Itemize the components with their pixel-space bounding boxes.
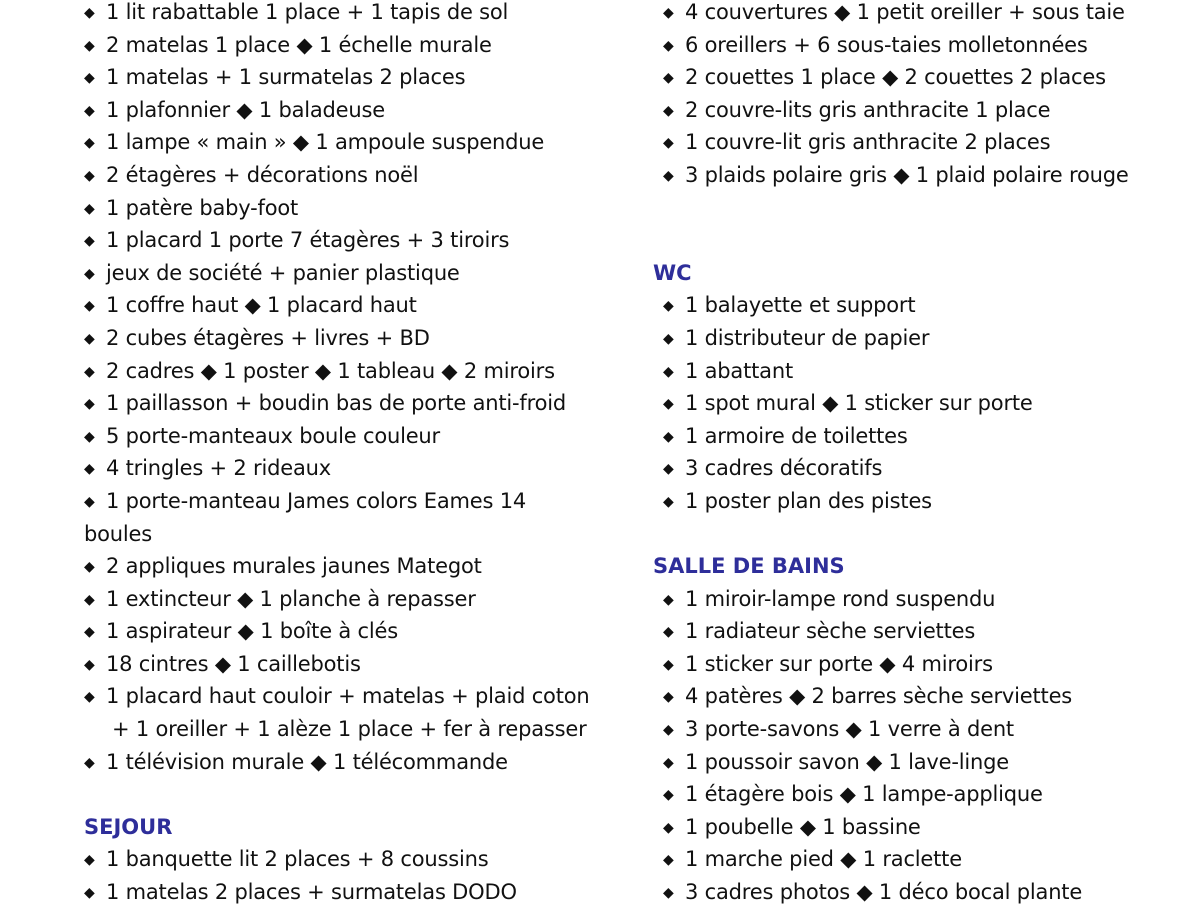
list-item: ◆ 2 appliques murales jaunes Mategot [84,550,624,583]
bullet-icon: ◆ [84,591,95,608]
list-item-text: 2 couvre-lits gris anthracite 1 place [685,97,1051,122]
list-item-continuation: + 1 oreiller + 1 alèze 1 place + fer à repasser [112,717,587,742]
list-item [84,289,624,322]
list-item-text: 2 étagères + décorations noël [106,162,419,187]
bullet-icon: ◆ [84,689,95,706]
list-item [84,843,624,876]
bullet-icon: ◆ [663,461,674,478]
spacer [84,778,624,811]
list-item [84,746,624,779]
left-item-list-3 [84,746,624,779]
list-item-continuation: boules [84,521,152,546]
list-item [84,224,624,257]
list-item-text: 5 porte-manteaux boule couleur [106,423,440,448]
bullet-icon: ◆ [84,37,95,54]
list-item [84,159,624,192]
left-column [84,0,624,909]
section-heading-salle-de-bains: SALLE DE BAINS [653,554,845,579]
list-item-text: 1 sticker sur porte ◆ 4 miroirs [685,651,993,676]
bullet-icon: ◆ [663,819,674,836]
list-item-text: 2 cubes étagères + livres + BD [106,325,430,350]
list-item-text: 1 poussoir savon ◆ 1 lave-linge [685,749,1009,774]
list-item-text: 1 distributeur de papier [685,325,930,350]
list-item-text: 1 coffre haut ◆ 1 placard haut [106,293,417,318]
bullet-icon: ◆ [84,885,95,902]
list-item-text: 1 poubelle ◆ 1 bassine [685,814,921,839]
list-item [653,159,1193,192]
list-item [653,713,1193,746]
list-item-text: 1 marche pied ◆ 1 raclette [685,847,962,872]
list-item [653,322,1193,355]
list-item-text: 4 tringles + 2 rideaux [106,456,331,481]
list-item [653,680,1193,713]
left-item-list-2 [84,583,624,713]
bullet-icon: ◆ [84,5,95,21]
bullet-icon: ◆ [84,102,95,119]
list-item [653,61,1193,94]
list-item [84,94,624,127]
right-item-list [653,0,1193,192]
bullet-icon: ◆ [663,689,674,706]
list-item-text: 4 couvertures ◆ 1 petit oreiller + sous taie [685,0,1125,24]
salle-de-bains-item-list [653,583,1193,909]
list-item [653,843,1193,876]
list-item [84,0,624,29]
list-item-text: 1 spot mural ◆ 1 sticker sur porte [685,391,1033,416]
list-item [653,583,1193,616]
section-heading-sejour: SEJOUR [84,814,173,839]
list-item [653,289,1193,322]
list-item [84,126,624,159]
list-item-text: 2 cadres ◆ 1 poster ◆ 1 tableau ◆ 2 miroirs [106,358,555,383]
bullet-icon: ◆ [663,167,674,184]
list-item [84,192,624,225]
list-item-text: 18 cintres ◆ 1 caillebotis [106,651,361,676]
bullet-icon: ◆ [84,70,95,87]
list-item-text: 1 placard haut couloir + matelas + plaid coton [106,684,590,709]
list-item [84,420,624,453]
bullet-icon: ◆ [663,396,674,413]
bullet-icon: ◆ [84,200,95,217]
list-item-text: 1 placard 1 porte 7 étagères + 3 tiroirs [106,228,510,253]
list-item-text: 1 extincteur ◆ 1 planche à repasser [106,586,476,611]
list-item-text: 1 aspirateur ◆ 1 boîte à clés [106,619,398,644]
list-item-text: 1 lit rabattable 1 place + 1 tapis de sol [106,0,509,24]
bullet-icon: ◆ [84,265,95,282]
list-item [84,680,624,713]
list-item-text: 1 matelas + 1 surmatelas 2 places [106,65,466,90]
list-item-text: 1 banquette lit 2 places + 8 coussins [106,847,489,872]
bullet-icon: ◆ [84,656,95,673]
bullet-icon: ◆ [84,330,95,347]
list-item-text: 1 étagère bois ◆ 1 lampe-applique [685,782,1043,807]
bullet-icon: ◆ [663,493,674,510]
wc-item-list [653,289,1193,517]
bullet-icon: ◆ [84,396,95,413]
list-item-text: 3 porte-savons ◆ 1 verre à dent [685,717,1014,742]
list-item [653,29,1193,62]
list-item [84,876,624,909]
left-item-list [84,0,624,518]
list-item-text: 3 cadres décoratifs [685,456,883,481]
list-item-text: 1 lampe « main » ◆ 1 ampoule suspendue [106,130,545,155]
bullet-icon: ◆ [663,624,674,641]
bullet-icon: ◆ [663,135,674,152]
list-item-text: 1 poster plan des pistes [685,488,932,513]
bullet-icon: ◆ [663,591,674,608]
bullet-icon: ◆ [84,298,95,315]
list-item [653,126,1193,159]
bullet-icon: ◆ [663,852,674,869]
right-column [653,0,1193,909]
list-item [653,0,1193,29]
list-item [84,452,624,485]
list-item-text: 1 radiateur sèche serviettes [685,619,976,644]
bullet-icon: ◆ [663,5,674,21]
list-item [84,583,624,616]
bullet-icon: ◆ [663,37,674,54]
bullet-icon: ◆ [663,298,674,315]
list-item [84,485,624,518]
list-item [653,876,1193,909]
bullet-icon: ◆ [663,428,674,445]
bullet-icon: ◆ [663,70,674,87]
bullet-icon: ◆ [84,493,95,510]
bullet-icon: ◆ [663,330,674,347]
bullet-icon: ◆ [84,559,95,576]
list-item [653,615,1193,648]
list-item [84,387,624,420]
list-item-text: 1 balayette et support [685,293,916,318]
list-item-text: 1 abattant [685,358,793,383]
list-item-text: 1 patère baby-foot [106,195,299,220]
bullet-icon: ◆ [84,461,95,478]
list-item [84,322,624,355]
bullet-icon: ◆ [663,656,674,673]
spacer [653,192,1193,257]
list-item-text: 1 plafonnier ◆ 1 baladeuse [106,97,385,122]
bullet-icon: ◆ [663,754,674,771]
bullet-icon: ◆ [84,754,95,771]
bullet-icon: ◆ [84,852,95,869]
bullet-icon: ◆ [663,102,674,119]
list-item-text: 4 patères ◆ 2 barres sèche serviettes [685,684,1073,709]
bullet-icon: ◆ [663,363,674,380]
list-item [84,648,624,681]
list-item [653,746,1193,779]
bullet-icon: ◆ [663,722,674,739]
bullet-icon: ◆ [84,135,95,152]
list-item [653,811,1193,844]
list-item-text: 3 cadres photos ◆ 1 déco bocal plante [685,880,1083,905]
list-item [653,452,1193,485]
list-item [84,257,624,290]
bullet-icon: ◆ [84,167,95,184]
list-item [653,355,1193,388]
list-item [84,355,624,388]
list-item-text: 6 oreillers + 6 sous-taies molletonnées [685,32,1088,57]
list-item [653,420,1193,453]
bullet-icon: ◆ [663,885,674,902]
list-item-text: jeux de société + panier plastique [106,260,460,285]
list-item [653,387,1193,420]
bullet-icon: ◆ [84,363,95,380]
bullet-icon: ◆ [84,233,95,250]
list-item [653,94,1193,127]
list-item [653,485,1193,518]
list-item-text: 1 couvre-lit gris anthracite 2 places [685,130,1051,155]
list-item [84,615,624,648]
bullet-icon: ◆ [84,428,95,445]
list-item [84,29,624,62]
list-item-text: 2 matelas 1 place ◆ 1 échelle murale [106,32,492,57]
bullet-icon: ◆ [663,787,674,804]
list-item [653,778,1193,811]
list-item-text: 1 porte-manteau James colors Eames 14 [106,488,527,513]
list-item-text: 2 couettes 1 place ◆ 2 couettes 2 places [685,65,1106,90]
list-item-text: 1 télévision murale ◆ 1 télécommande [106,749,508,774]
spacer [653,518,1193,551]
section-heading-wc: WC [653,260,692,285]
list-item [653,648,1193,681]
sejour-item-list [84,843,624,908]
list-item-text: 1 miroir-lampe rond suspendu [685,586,996,611]
bullet-icon: ◆ [84,624,95,641]
list-item-text: 3 plaids polaire gris ◆ 1 plaid polaire rouge [685,162,1129,187]
list-item-text: 1 matelas 2 places + surmatelas DODO [106,880,517,905]
list-item-text: 1 paillasson + boudin bas de porte anti-froid [106,391,567,416]
list-item-text: 1 armoire de toilettes [685,423,908,448]
list-item [84,61,624,94]
